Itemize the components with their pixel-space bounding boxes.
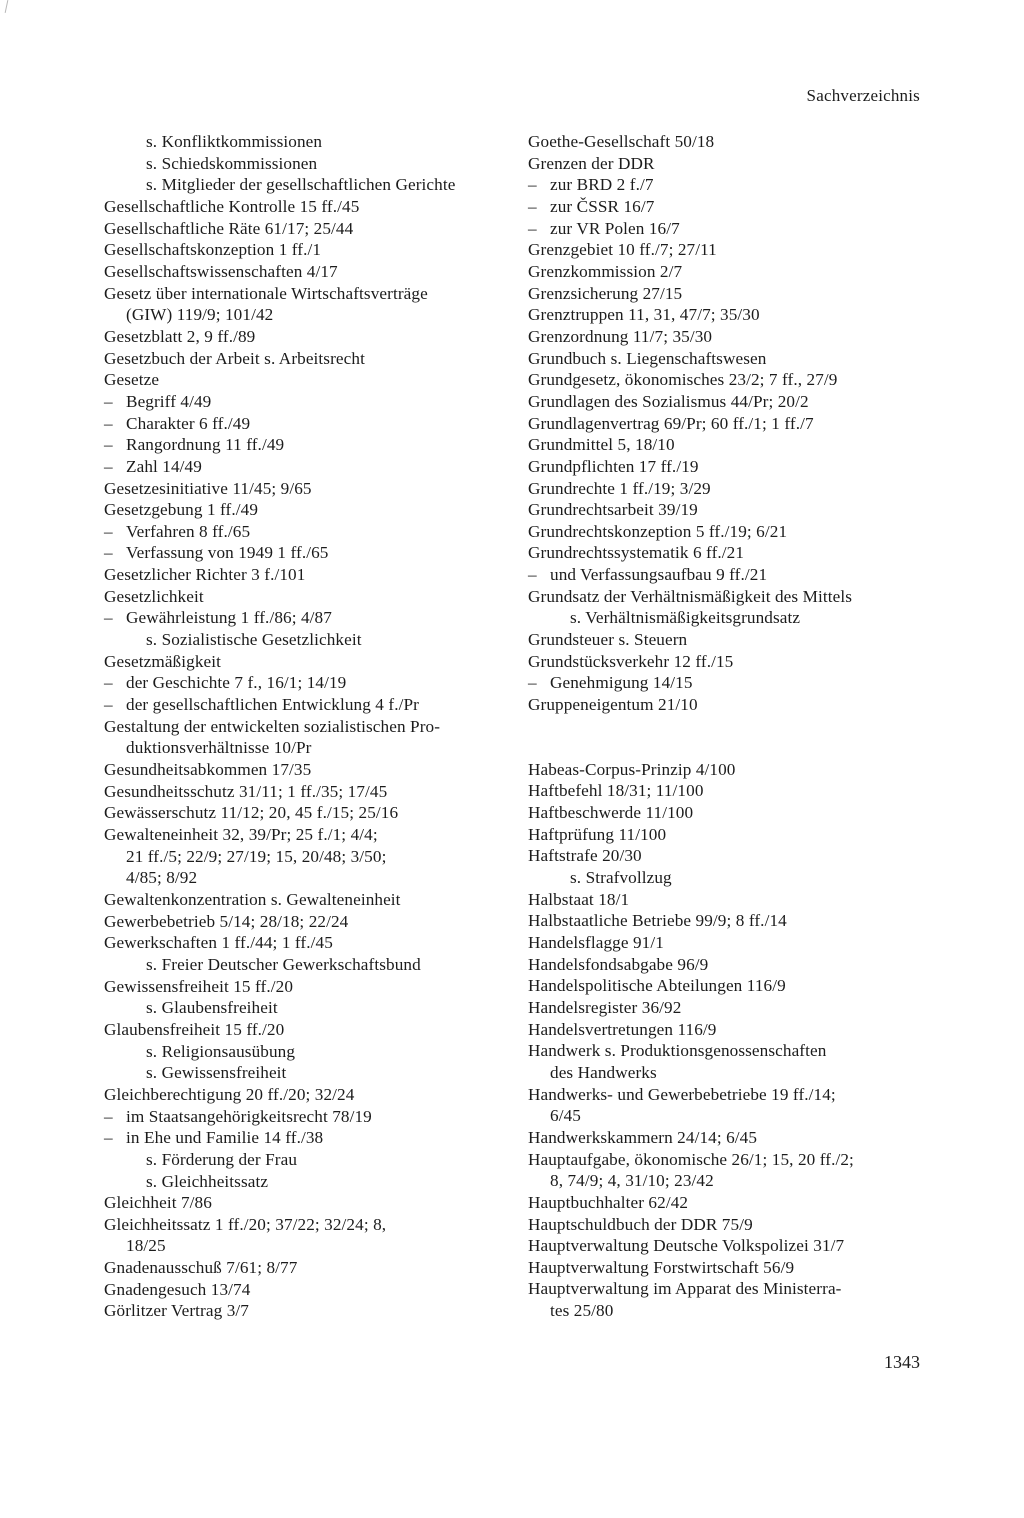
index-entry	[528, 1214, 928, 1236]
subentry-dash: –	[528, 673, 537, 693]
entry-text: des Handwerks	[550, 1062, 657, 1082]
index-subentry	[528, 564, 928, 586]
index-entry	[528, 413, 928, 435]
entry-text: Haftbefehl 18/31; 11/100	[528, 781, 704, 801]
entry-text: Gewährleistung 1 ff./86; 4/87	[126, 608, 332, 628]
entry-text: zur ČSSR 16/7	[550, 196, 655, 216]
index-entry	[104, 196, 509, 218]
index-entry	[528, 1235, 928, 1257]
index-entry	[528, 261, 928, 283]
entry-text: Handwerkskammern 24/14; 6/45	[528, 1127, 758, 1147]
entry-text: Grenztruppen 11, 31, 47/7; 35/30	[528, 305, 760, 325]
entry-text: s. Religionsausübung	[146, 1041, 296, 1061]
entry-text: (GIW) 119/9; 101/42	[126, 305, 274, 325]
entry-text: Grundlagen des Sozialismus 44/Pr; 20/2	[528, 391, 809, 411]
entry-text: Gnadenausschuß 7/61; 8/77	[104, 1258, 298, 1278]
index-column-right	[528, 131, 928, 1322]
index-entry	[528, 1062, 928, 1084]
entry-text: s. Gewissensfreiheit	[146, 1063, 287, 1083]
index-entry	[104, 283, 509, 305]
index-entry	[528, 304, 928, 326]
running-header: Sachverzeichnis	[806, 86, 920, 105]
index-entry	[104, 889, 509, 911]
index-entry	[528, 586, 928, 608]
index-entry	[104, 348, 509, 370]
index-cross-reference	[104, 1062, 509, 1084]
entry-text: Gesellschaftliche Kontrolle 15 ff./45	[104, 196, 360, 216]
entry-text: zur BRD 2 f./7	[550, 175, 654, 195]
index-subentry	[104, 607, 509, 629]
subentry-dash: –	[528, 565, 537, 585]
index-cross-reference	[104, 1149, 509, 1171]
entry-text: Gesellschaftliche Räte 61/17; 25/44	[104, 218, 354, 238]
index-entry	[528, 153, 928, 175]
entry-text: s. Schiedskommissionen	[146, 153, 318, 173]
index-entry	[104, 651, 509, 673]
index-entry	[528, 780, 928, 802]
entry-text: s. Glaubensfreiheit	[146, 998, 278, 1018]
entry-text: s. Freier Deutscher Gewerkschaftsbund	[146, 954, 421, 974]
index-entry	[528, 1019, 928, 1041]
entry-text: der gesellschaftlichen Entwicklung 4 f./Pr	[126, 695, 419, 715]
entry-text: Haftstrafe 20/30	[528, 846, 642, 866]
subentry-dash: –	[104, 391, 113, 411]
index-entry	[528, 1149, 928, 1171]
entry-text: Gewaltenkonzentration s. Gewalteneinheit	[104, 889, 401, 909]
index-entry	[528, 1040, 928, 1062]
index-entry	[104, 369, 509, 391]
index-entry	[528, 1300, 928, 1322]
index-entry	[528, 478, 928, 500]
entry-text: Grundgesetz, ökonomisches 23/2; 7 ff., 27/9	[528, 370, 838, 390]
index-entry	[528, 824, 928, 846]
entry-text: Handelsfondsabgabe 96/9	[528, 954, 709, 974]
index-subentry	[528, 174, 928, 196]
index-entry	[104, 781, 509, 803]
index-entry	[104, 261, 509, 283]
index-entry	[528, 1084, 928, 1106]
entry-text: 8, 74/9; 4, 31/10; 23/42	[550, 1171, 714, 1191]
index-entry	[104, 1300, 509, 1322]
entry-text: Gesetzbuch der Arbeit s. Arbeitsrecht	[104, 348, 365, 368]
index-entry	[528, 283, 928, 305]
entry-text: Handwerk s. Produktionsgenossenschaften	[528, 1041, 827, 1061]
entry-text: Gesellschaftswissenschaften 4/17	[104, 261, 338, 281]
index-entry	[104, 846, 509, 868]
entry-text: Halbstaatliche Betriebe 99/9; 8 ff./14	[528, 911, 787, 931]
entry-text: der Geschichte 7 f., 16/1; 14/19	[126, 673, 347, 693]
entry-text: Handelsflagge 91/1	[528, 932, 664, 952]
subentry-dash: –	[104, 521, 113, 541]
entry-text: Hauptschuldbuch der DDR 75/9	[528, 1214, 753, 1234]
index-entry	[528, 845, 928, 867]
index-entry	[104, 1279, 509, 1301]
index-subentry	[104, 413, 509, 435]
index-entry	[104, 1192, 509, 1214]
subentry-dash: –	[104, 1128, 113, 1148]
entry-text: Gleichberechtigung 20 ff./20; 32/24	[104, 1084, 355, 1104]
entry-text: Gesellschaftskonzeption 1 ff./1	[104, 240, 322, 260]
subentry-dash: –	[104, 456, 113, 476]
index-entry	[528, 1127, 928, 1149]
subentry-dash: –	[104, 695, 113, 715]
index-subentry	[528, 218, 928, 240]
index-entry	[528, 694, 928, 716]
index-cross-reference	[104, 1041, 509, 1063]
entry-text: Grundrechte 1 ff./19; 3/29	[528, 478, 711, 498]
index-entry	[104, 239, 509, 261]
index-entry	[104, 911, 509, 933]
index-cross-reference	[104, 1171, 509, 1193]
subentry-dash: –	[528, 175, 537, 195]
index-entry	[104, 737, 509, 759]
entry-text: Grundrechtsarbeit 39/19	[528, 500, 698, 520]
entry-text: Goethe-Gesellschaft 50/18	[528, 132, 715, 151]
entry-text: Gnadengesuch 13/74	[104, 1279, 251, 1299]
entry-text: Hauptverwaltung Forstwirtschaft 56/9	[528, 1257, 795, 1277]
entry-text: Grundpflichten 17 ff./19	[528, 456, 699, 476]
subentry-dash: –	[104, 413, 113, 433]
entry-text: Grenzsicherung 27/15	[528, 283, 683, 303]
entry-text: 4/85; 8/92	[126, 868, 198, 888]
entry-text: duktionsverhältnisse 10/Pr	[126, 738, 312, 758]
index-subentry	[104, 521, 509, 543]
page-number: 1343	[884, 1352, 920, 1372]
index-column-left	[104, 131, 509, 1322]
entry-text: Verfassung von 1949 1 ff./65	[126, 543, 329, 563]
entry-text: 21 ff./5; 22/9; 27/19; 15, 20/48; 3/50;	[126, 846, 387, 866]
index-entry	[104, 499, 509, 521]
entry-text: Grenzordnung 11/7; 35/30	[528, 326, 713, 346]
entry-text: Gewalteneinheit 32, 39/Pr; 25 f./1; 4/4;	[104, 825, 378, 844]
entry-text: Haftprüfung 11/100	[528, 824, 667, 844]
entry-text: Grundrechtssystematik 6 ff./21	[528, 543, 745, 563]
index-entry	[104, 716, 509, 738]
index-subentry	[104, 434, 509, 456]
index-entry	[528, 131, 928, 153]
entry-text: Hauptbuchhalter 62/42	[528, 1192, 689, 1212]
index-cross-reference	[104, 131, 509, 153]
index-cross-reference	[104, 629, 509, 651]
entry-text: Grundstücksverkehr 12 ff./15	[528, 651, 734, 671]
index-entry	[528, 434, 928, 456]
index-subentry	[104, 1106, 509, 1128]
index-entry	[104, 478, 509, 500]
index-entry	[104, 1235, 509, 1257]
entry-text: in Ehe und Familie 14 ff./38	[126, 1128, 324, 1148]
entry-text: Gesundheitsabkommen 17/35	[104, 760, 312, 780]
entry-text: Gesetzlicher Richter 3 f./101	[104, 565, 306, 585]
index-entry	[104, 1214, 509, 1236]
index-entry	[104, 218, 509, 240]
index-entry	[104, 759, 509, 781]
index-entry	[528, 651, 928, 673]
entry-text: Handwerks- und Gewerbebetriebe 19 ff./14;	[528, 1084, 836, 1104]
index-entry	[528, 932, 928, 954]
index-subentry	[104, 694, 509, 716]
entry-text: Grundrechtskonzeption 5 ff./19; 6/21	[528, 521, 788, 541]
index-entry	[528, 759, 928, 781]
entry-text: Hauptverwaltung Deutsche Volkspolizei 31/7	[528, 1236, 845, 1256]
entry-text: Grundlagenvertrag 69/Pr; 60 ff./1; 1 ff./7	[528, 413, 814, 433]
index-entry	[528, 326, 928, 348]
entry-text: Charakter 6 ff./49	[126, 413, 251, 433]
entry-text: Begriff 4/49	[126, 391, 212, 411]
entry-text: Habeas-Corpus-Prinzip 4/100	[528, 759, 736, 779]
entry-text: Grenzkommission 2/7	[528, 261, 683, 281]
index-entry	[528, 910, 928, 932]
index-entry	[528, 975, 928, 997]
index-entry	[104, 564, 509, 586]
index-subentry	[104, 672, 509, 694]
index-entry	[528, 802, 928, 824]
index-entry	[528, 1278, 928, 1300]
index-entry	[528, 1192, 928, 1214]
index-entry	[528, 369, 928, 391]
entry-text: Grundbuch s. Liegenschaftswesen	[528, 348, 767, 368]
index-cross-reference	[528, 867, 928, 889]
entry-text: zur VR Polen 16/7	[550, 218, 680, 238]
index-entry	[528, 542, 928, 564]
index-entry	[104, 976, 509, 998]
index-entry	[104, 802, 509, 824]
entry-text: und Verfassungsaufbau 9 ff./21	[550, 565, 768, 585]
entry-text: Zahl 14/49	[126, 456, 202, 476]
entry-text: Gewässerschutz 11/12; 20, 45 f./15; 25/16	[104, 803, 399, 823]
entry-text: Verfahren 8 ff./65	[126, 521, 251, 541]
index-entry	[528, 456, 928, 478]
entry-text: Gleichheitssatz 1 ff./20; 37/22; 32/24; 8,	[104, 1214, 387, 1234]
entry-text: im Staatsangehörigkeitsrecht 78/19	[126, 1106, 372, 1126]
entry-text: Handelsregister 36/92	[528, 997, 682, 1017]
subentry-dash: –	[528, 196, 537, 216]
index-entry	[104, 326, 509, 348]
index-subentry	[528, 196, 928, 218]
entry-text: Hauptaufgabe, ökonomische 26/1; 15, 20 ff./2;	[528, 1149, 854, 1169]
index-entry	[104, 1019, 509, 1041]
index-entry	[104, 932, 509, 954]
index-entry	[528, 1105, 928, 1127]
index-entry	[528, 1257, 928, 1279]
index-cross-reference	[104, 954, 509, 976]
entry-text: Glaubensfreiheit 15 ff./20	[104, 1019, 285, 1039]
entry-text: s. Förderung der Frau	[146, 1149, 298, 1169]
entry-text: Genehmigung 14/15	[550, 673, 693, 693]
index-entry	[104, 1257, 509, 1279]
index-subentry	[104, 391, 509, 413]
entry-text: Gesetze	[104, 370, 160, 390]
entry-text: tes 25/80	[550, 1301, 614, 1321]
entry-text: Gewissensfreiheit 15 ff./20	[104, 976, 294, 996]
index-cross-reference	[104, 174, 509, 196]
subentry-dash: –	[528, 218, 537, 238]
entry-text: Grundmittel 5, 18/10	[528, 435, 675, 455]
index-entry	[528, 997, 928, 1019]
index-entry	[104, 1084, 509, 1106]
index-subentry	[104, 542, 509, 564]
entry-text: Grundsteuer s. Steuern	[528, 630, 688, 650]
index-entry	[104, 586, 509, 608]
index-entry	[528, 629, 928, 651]
index-cross-reference	[104, 997, 509, 1019]
entry-text: s. Strafvollzug	[570, 868, 672, 887]
index-entry	[104, 824, 509, 846]
entry-text: Hauptverwaltung im Apparat des Ministerra-	[528, 1279, 842, 1299]
entry-text: Görlitzer Vertrag 3/7	[104, 1301, 249, 1321]
entry-text: Gesetzesinitiative 11/45; 9/65	[104, 478, 312, 498]
entry-text: Grenzen der DDR	[528, 153, 655, 173]
entry-text: Gesetzgebung 1 ff./49	[104, 500, 259, 520]
entry-text: 18/25	[126, 1236, 166, 1256]
index-entry	[528, 391, 928, 413]
entry-text: Gesetzmäßigkeit	[104, 651, 221, 671]
entry-text: Handelsvertretungen 116/9	[528, 1019, 717, 1039]
entry-text: s. Mitglieder der gesellschaftlichen Gerichte	[146, 175, 456, 195]
entry-text: Gesetzlichkeit	[104, 586, 204, 606]
subentry-dash: –	[104, 543, 113, 563]
index-entry	[528, 954, 928, 976]
entry-text: Rangordnung 11 ff./49	[126, 435, 285, 455]
entry-text: Gruppeneigentum 21/10	[528, 695, 698, 715]
entry-text: s. Konfliktkommissionen	[146, 132, 323, 151]
subentry-dash: –	[104, 435, 113, 455]
entry-text: Grundsatz der Verhältnismäßigkeit des Mittels	[528, 586, 852, 606]
entry-text: Gesetzblatt 2, 9 ff./89	[104, 326, 256, 346]
entry-text: Haftbeschwerde 11/100	[528, 803, 694, 823]
index-entry	[104, 867, 509, 889]
index-cross-reference	[104, 153, 509, 175]
index-subentry	[104, 456, 509, 478]
index-entry	[528, 499, 928, 521]
subentry-dash: –	[104, 608, 113, 628]
index-subentry	[528, 672, 928, 694]
entry-text: 6/45	[550, 1106, 581, 1126]
index-entry	[528, 889, 928, 911]
subentry-dash: –	[104, 1106, 113, 1126]
index-entry	[528, 521, 928, 543]
entry-text: Gewerkschaften 1 ff./44; 1 ff./45	[104, 933, 333, 953]
scan-artifact-mark	[5, 0, 9, 13]
entry-text: Gestaltung der entwickelten sozialistischen Pro-	[104, 716, 441, 736]
index-entry	[528, 239, 928, 261]
entry-text: Halbstaat 18/1	[528, 889, 630, 909]
entry-text: s. Verhältnismäßigkeitsgrundsatz	[570, 608, 801, 628]
index-subentry	[104, 1127, 509, 1149]
index-cross-reference	[528, 607, 928, 629]
entry-text: Handelspolitische Abteilungen 116/9	[528, 976, 786, 996]
entry-text: Gewerbebetrieb 5/14; 28/18; 22/24	[104, 911, 349, 931]
index-entry	[528, 348, 928, 370]
entry-text: Gleichheit 7/86	[104, 1193, 212, 1213]
subentry-dash: –	[104, 673, 113, 693]
index-entry	[528, 1170, 928, 1192]
entry-text: s. Sozialistische Gesetzlichkeit	[146, 630, 362, 650]
entry-text: Gesundheitsschutz 31/11; 1 ff./35; 17/45	[104, 781, 388, 801]
entry-text: Gesetz über internationale Wirtschaftsverträge	[104, 283, 428, 303]
index-entry	[104, 304, 509, 326]
section-gap	[528, 716, 928, 759]
entry-text: s. Gleichheitssatz	[146, 1171, 269, 1191]
entry-text: Grenzgebiet 10 ff./7; 27/11	[528, 240, 717, 260]
